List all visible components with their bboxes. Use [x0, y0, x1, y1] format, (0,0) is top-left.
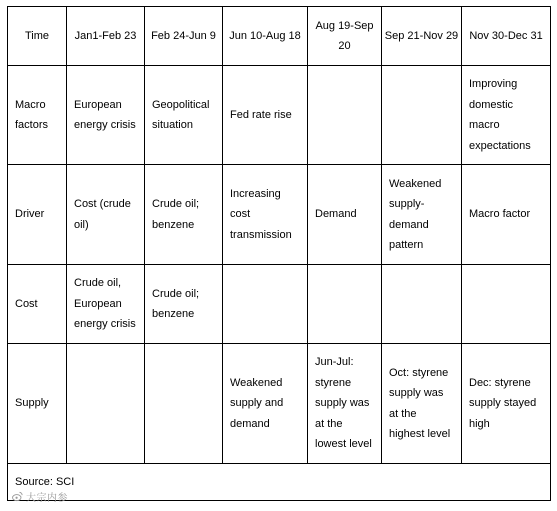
table-cell: [223, 265, 308, 344]
table-cell: [145, 344, 223, 464]
styrene-factors-table: [7, 6, 551, 501]
table-cell: Improving domestic macro expectations: [462, 66, 551, 165]
table-row-driver: [8, 165, 551, 265]
table-cell: Macro factor: [462, 165, 551, 265]
table-cell: Increasing cost transmission: [223, 165, 308, 265]
table-cell: [308, 265, 382, 344]
table-row-cost: [8, 265, 551, 344]
table-cell: Oct: styrene supply was at the highest level: [382, 344, 462, 464]
row-label: Cost: [8, 265, 67, 344]
table-cell: [308, 66, 382, 165]
table-cell: Weakened supply and demand: [223, 344, 308, 464]
header-cell-period: Nov 30-Dec 31: [462, 7, 551, 66]
table-cell: [67, 344, 145, 464]
table-cell: Cost (crude oil): [67, 165, 145, 265]
table-cell: Weakened supply-demand pattern: [382, 165, 462, 265]
header-row: [8, 7, 551, 66]
table-cell: Demand: [308, 165, 382, 265]
table-row-supply: [8, 344, 551, 464]
table-cell: Fed rate rise: [223, 66, 308, 165]
table-cell: Dec: styrene supply stayed high: [462, 344, 551, 464]
source-note: Source: SCI: [8, 464, 551, 501]
watermark-text: 大宗内参: [26, 493, 68, 504]
table-cell: [462, 265, 551, 344]
table-cell: [382, 265, 462, 344]
table-cell: [382, 66, 462, 165]
source-row: [8, 464, 551, 501]
header-cell-period: Jun 10-Aug 18: [223, 7, 308, 66]
row-label: Macro factors: [8, 66, 67, 165]
watermark: [12, 489, 68, 504]
table-cell: Crude oil; benzene: [145, 265, 223, 344]
header-cell-period: Jan1-Feb 23: [67, 7, 145, 66]
table-cell: European energy crisis: [67, 66, 145, 165]
header-cell-time: Time: [8, 7, 67, 66]
header-cell-period: Sep 21-Nov 29: [382, 7, 462, 66]
header-cell-period: Aug 19-Sep 20: [308, 7, 382, 66]
table-cell: Jun-Jul: styrene supply was at the lowest level: [308, 344, 382, 464]
table-cell: Geopolitical situation: [145, 66, 223, 165]
weibo-icon: [12, 491, 23, 502]
header-cell-period: Feb 24-Jun 9: [145, 7, 223, 66]
row-label: Driver: [8, 165, 67, 265]
table-row-macro-factors: [8, 66, 551, 165]
table-cell: Crude oil; benzene: [145, 165, 223, 265]
table-cell: Crude oil, European energy crisis: [67, 265, 145, 344]
row-label: Supply: [8, 344, 67, 464]
